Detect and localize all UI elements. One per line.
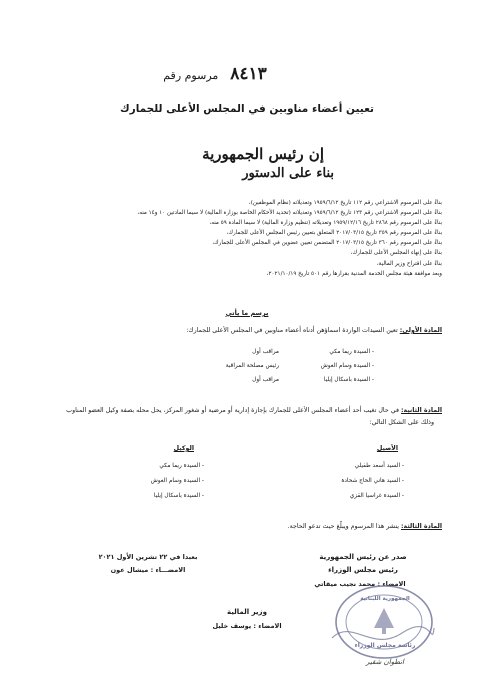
article-3-label: المادة الثالثة: bbox=[401, 523, 442, 530]
recital-item: بناءً على إنهاء المجلس الأعلى للجمارك، bbox=[350, 250, 442, 257]
member-role: مراقب أول bbox=[252, 349, 279, 355]
handwritten-name: انطوان شقير bbox=[366, 658, 404, 666]
principal-heading: الأصيل bbox=[376, 445, 398, 452]
article-3 bbox=[42, 522, 442, 531]
principal-name: - السيدة غراسيا القزي bbox=[349, 493, 404, 499]
constitution-heading: بناء على الدستور bbox=[242, 166, 334, 181]
recital-item: بناءً على اقتراح وزير المالية، bbox=[376, 260, 442, 267]
president-signature: الامضـــاء : ميشال عون bbox=[110, 566, 186, 574]
member-name: - السيدة ريما مكي bbox=[329, 349, 374, 355]
stamp-sub: الجمهورية اللبنانية bbox=[360, 596, 410, 602]
agent-name: - السيدة وسام الغوش bbox=[150, 478, 204, 484]
member-name: - السيدة باسكال إيليا bbox=[323, 377, 374, 383]
article-3-text: ينشر هذا المرسوم ويبلّغ حيث تدعو الحاجة. bbox=[287, 523, 399, 530]
recital-item: بناءً على المرسوم رقم ٣٥٩ تاريخ ٢٠١٧/٠٣/١٥ المتعلق بتعيين رئيس المجلس الأعلى للجمارك، bbox=[226, 230, 442, 237]
stamp-text: رئاسة مجلس الوزراء bbox=[354, 642, 416, 649]
recital-item: بناءً على المرسوم الاشتراعي رقم ١٢٣ تاريخ ١٩٥٩/٦/١٢ وتعديلاته (تحديد الأحكام الخاصة بوزارة المالية) لا سيما المادتين ١٠ و١٤ منه، bbox=[137, 210, 442, 217]
article-2-text: في حال تغيب أحد أعضاء المجلس الأعلى للجمارك بإجازة إدارية أو مرضية أو شغور المركز، يحل محله بصفة وكيل العضو المناوب bbox=[66, 407, 399, 414]
stamp-graphic bbox=[322, 578, 440, 670]
place-date: بعبدا في ٢٢ تشرين الأول ٢٠٢١ bbox=[98, 553, 198, 561]
agent-name: - السيدة باسكال إيليا bbox=[153, 493, 204, 499]
official-stamp bbox=[322, 578, 440, 670]
article-2-label: المادة الثانية: bbox=[401, 407, 442, 414]
recital-item: بناءً على المرسوم رقم ٢٨٦٨ تاريخ ١٩٥٩/١٢/١٦ وتعديلاته (تنظيم وزارة المالية) لا سيما المادة ٥٩ منه، bbox=[209, 220, 442, 227]
principal-name: - السيد هاني الحاج شحادة bbox=[341, 478, 404, 484]
member-role: مراقب أول bbox=[252, 377, 279, 383]
article-1-label: المادة الأولى: bbox=[399, 327, 442, 334]
article-1 bbox=[42, 326, 442, 335]
decree-label: مرسوم رقم bbox=[163, 69, 219, 82]
recitals-list bbox=[42, 198, 442, 279]
president-heading: إن رئيس الجمهورية bbox=[202, 145, 324, 163]
article-1-text: تعين السيدات الواردة اسماؤهن أدناه أعضاء مناوبين في المجلس الأعلى للجمارك: bbox=[186, 327, 398, 334]
decrees-heading: يرسم ما يأتي bbox=[225, 309, 269, 317]
pm-title: رئيس مجلس الوزراء bbox=[328, 566, 398, 574]
issued-by: صدر عن رئيس الجمهورية bbox=[319, 553, 407, 561]
page-title: تعيين أعضاء مناوبين في المجلس الأعلى للجمارك bbox=[120, 103, 374, 115]
member-name: - السيدة وسام الغوش bbox=[320, 363, 374, 369]
recital-item: بناءً على المرسوم الاشتراعي رقم ١١٢ تاريخ ١٩٥٩/٦/١٢ وتعديلاته (نظام الموظفين)، bbox=[248, 200, 442, 206]
recital-item: وبعد موافقة هيئة مجلس الخدمة المدنية بقرارها رقم ٥٠١ تاريخ ٢٠٢١/١٠/١٩، bbox=[266, 270, 442, 277]
pm-signature: الامضاء : محمد نجيب ميقاتي bbox=[314, 580, 406, 588]
agent-name: - السيدة ريما مكي bbox=[159, 463, 204, 469]
agent-heading: الوكيل bbox=[173, 445, 194, 452]
principal-name: - السيد أسعد طفيلي bbox=[354, 463, 404, 469]
member-role: رئيس مصلحة المراقبة bbox=[225, 363, 279, 369]
minister-signature: الامضاء : يوسف خليل bbox=[212, 622, 282, 630]
article-2-text-2: وذلك على الشكل التالي: bbox=[369, 419, 434, 426]
recital-item: بناءً على المرسوم رقم ٣٦٠ تاريخ ٢٠١٧/٠٣/١٥ المتضمن تعيين عضوين في المجلس الأعلى للجمارك، bbox=[212, 240, 442, 247]
decree-heading bbox=[130, 64, 300, 84]
article-2 bbox=[42, 406, 442, 415]
decree-number: ٨٤١٣ bbox=[230, 64, 267, 84]
minister-title: وزير المالية bbox=[227, 608, 267, 616]
